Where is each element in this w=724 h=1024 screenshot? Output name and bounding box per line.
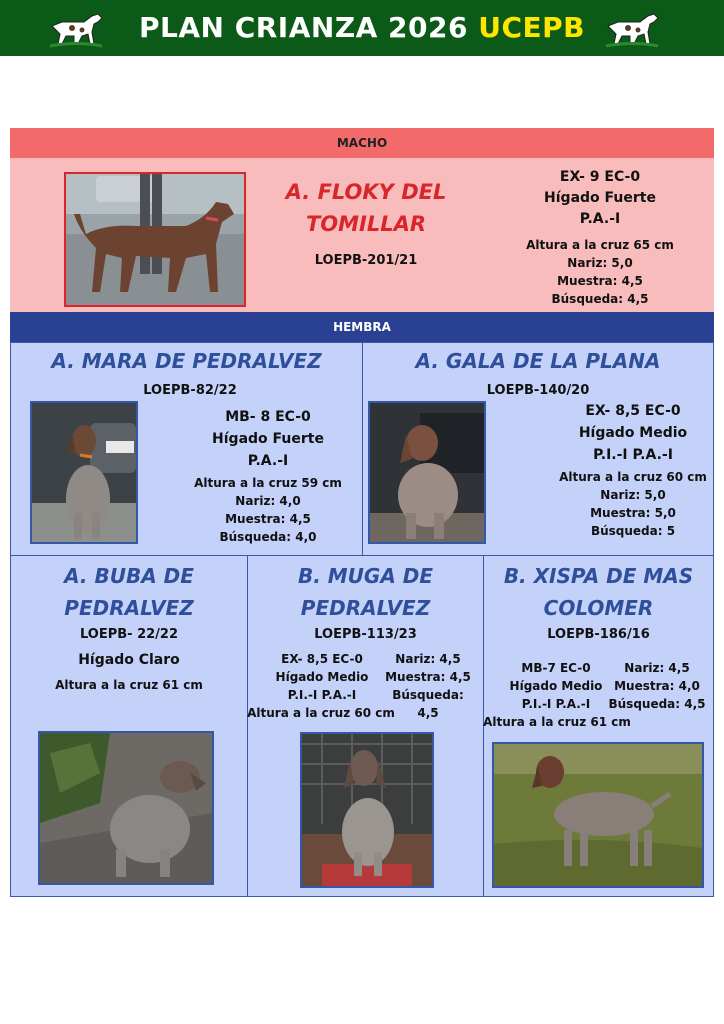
gala-evaluation — [560, 400, 706, 466]
macho-pai: P.A.-I — [579, 211, 621, 227]
muga-name-line1: B. MUGA DE — [297, 564, 434, 588]
macho-dog-photo — [64, 172, 246, 307]
mara-pointing: Muestra: 4,5 — [225, 512, 311, 526]
gala-height: Altura a la cruz 60 cm — [559, 470, 707, 484]
xispa-name-line1: B. XISPA DE MAS — [503, 564, 694, 588]
muga-dog-photo — [300, 732, 434, 888]
macho-search: Búsqueda: 4,5 — [551, 292, 649, 306]
gala-liver: Hígado Medio — [578, 425, 688, 441]
xispa-nose: Nariz: 4,5 — [624, 661, 690, 675]
gala-traits — [548, 468, 718, 540]
pointer-dog-logo-icon-right — [604, 8, 660, 50]
mara-traits — [190, 474, 346, 546]
muga-scores: EX- 8,5 EC-0 — [281, 652, 363, 666]
macho-name-line1: A. FLOKY DEL — [285, 180, 447, 204]
muga-pointing: Muestra: 4,5 — [385, 670, 471, 684]
macho-name-line2: TOMILLAR — [305, 212, 427, 236]
buba-liver: Hígado Claro — [78, 652, 180, 668]
buba-height: Altura a la cruz 61 cm — [55, 678, 203, 692]
macho-scores: EX- 9 EC-0 — [559, 169, 641, 185]
muga-liver: Hígado Medio — [275, 670, 369, 684]
macho-section-label: MACHO — [10, 128, 714, 158]
gala-registry: LOEPB-140/20 — [486, 383, 590, 398]
macho-pointing: Muestra: 4,5 — [557, 274, 643, 288]
xispa-traits — [608, 659, 706, 713]
macho-liver: Hígado Fuerte — [544, 190, 656, 206]
muga-evaluation — [266, 650, 378, 704]
mara-pai: P.A.-I — [247, 453, 289, 469]
muga-name-line2: PEDRALVEZ — [300, 596, 431, 620]
xispa-pai: P.I.-I P.A.-I — [521, 697, 591, 711]
buba-name-line1: A. BUBA DE — [64, 564, 194, 588]
xispa-search: Búsqueda: 4,5 — [608, 697, 706, 711]
gala-pai: P.I.-I P.A.-I — [593, 447, 673, 463]
muga-search: Búsqueda: 4,5 — [392, 688, 464, 720]
xispa-evaluation — [504, 659, 608, 713]
macho-nose: Nariz: 5,0 — [567, 256, 633, 270]
hembra-section-label: HEMBRA — [10, 312, 714, 342]
xispa-scores: MB-7 EC-0 — [521, 661, 591, 675]
buba-dog-name — [10, 560, 248, 624]
muga-height: Altura a la cruz 60 cm — [247, 706, 395, 720]
gala-search: Búsqueda: 5 — [590, 524, 676, 538]
macho-registry: LOEPB-201/21 — [314, 253, 418, 268]
mara-dog-name: A. MARA DE PEDRALVEZ — [51, 349, 322, 373]
gala-dog-photo — [368, 401, 486, 544]
mara-registry: LOEPB-82/22 — [143, 383, 237, 398]
gala-dog-name: A. GALA DE LA PLANA — [415, 349, 661, 373]
mara-dog-photo — [30, 401, 138, 544]
mara-liver: Hígado Fuerte — [212, 431, 324, 447]
mara-nose: Nariz: 4,0 — [235, 494, 301, 508]
macho-height: Altura a la cruz 65 cm — [526, 238, 674, 252]
muga-pai: P.I.-I P.A.-I — [287, 688, 357, 702]
macho-dog-name — [268, 176, 464, 240]
macho-evaluation — [510, 167, 690, 230]
buba-registry: LOEPB- 22/22 — [79, 627, 179, 642]
title-accent: UCEPB — [478, 11, 586, 44]
gala-scores: EX- 8,5 EC-0 — [585, 403, 681, 419]
xispa-pointing: Muestra: 4,0 — [614, 679, 700, 693]
mara-evaluation — [190, 406, 346, 472]
xispa-dog-photo — [492, 742, 704, 888]
title-main: PLAN CRIANZA 2026 — [138, 11, 479, 44]
mara-search: Búsqueda: 4,0 — [219, 530, 317, 544]
muga-nose: Nariz: 4,5 — [395, 652, 461, 666]
buba-dog-photo — [38, 731, 214, 885]
xispa-name-line2: COLOMER — [543, 596, 654, 620]
xispa-registry: LOEPB-186/16 — [547, 627, 650, 642]
muga-dog-name — [247, 560, 484, 624]
xispa-height: Altura a la cruz 61 cm — [483, 715, 631, 729]
mara-height: Altura a la cruz 59 cm — [194, 476, 342, 490]
macho-traits — [510, 236, 690, 308]
xispa-dog-name — [483, 560, 714, 624]
muga-registry: LOEPB-113/23 — [314, 627, 417, 642]
buba-name-line2: PEDRALVEZ — [64, 596, 194, 620]
xispa-liver: Hígado Medio — [509, 679, 603, 693]
gala-pointing: Muestra: 5,0 — [590, 506, 676, 520]
gala-nose: Nariz: 5,0 — [600, 488, 666, 502]
mara-scores: MB- 8 EC-0 — [225, 409, 311, 425]
